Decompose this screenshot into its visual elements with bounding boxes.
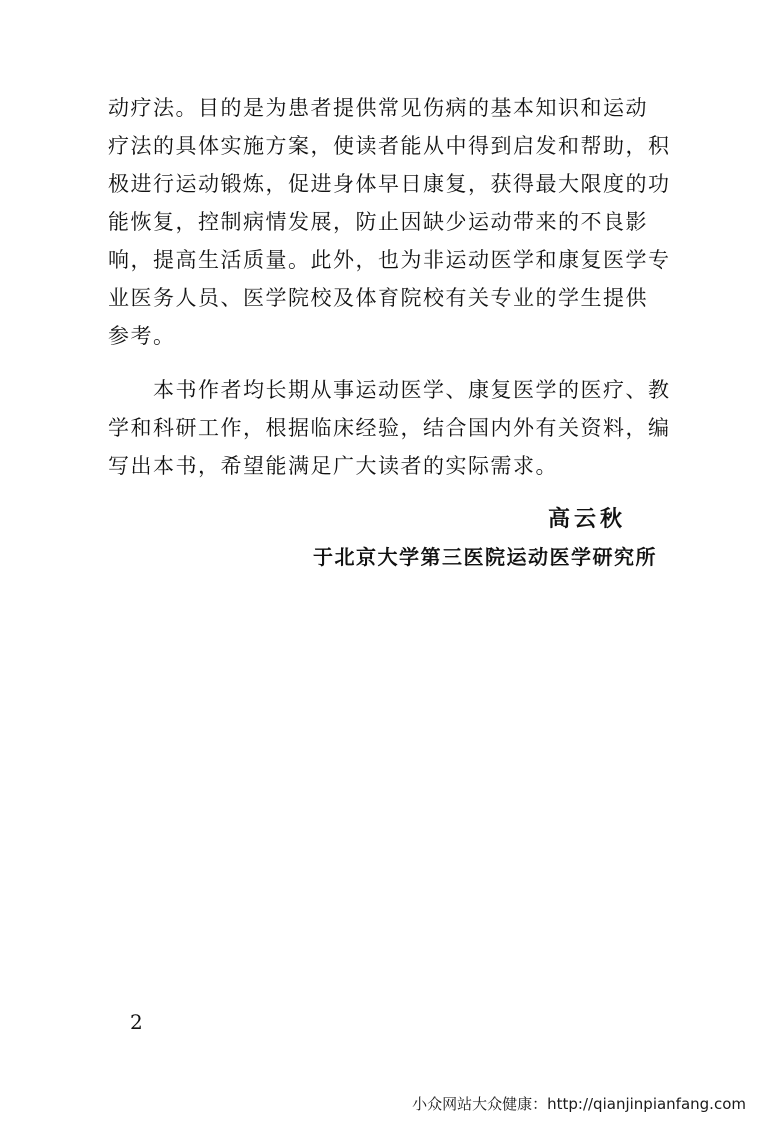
text-line: 业医务人员、医学院校及体育院校有关专业的学生提供: [108, 286, 648, 310]
author-name: 高云秋: [548, 506, 627, 532]
page-number: 2: [130, 1010, 143, 1034]
paragraph-2: [108, 371, 684, 485]
text-line: 响，提高生活质量。此外，也为非运动医学和康复医学专: [108, 248, 671, 272]
text-line: 参考。: [108, 324, 176, 348]
text-line: 能恢复，控制病情发展，防止因缺少运动带来的不良影: [108, 210, 648, 234]
text-line: 动疗法。目的是为患者提供常见伤病的基本知识和运动: [108, 96, 648, 120]
text-line: 学和科研工作，根据临床经验，结合国内外有关资料，编: [108, 416, 671, 440]
text-line: 疗法的具体实施方案，使读者能从中得到启发和帮助，积: [108, 134, 671, 158]
preface-body: [108, 89, 684, 485]
paragraph-1: [108, 89, 684, 355]
website-watermark: 小众网站大众健康：http://qianjinpianfang.com: [412, 1095, 746, 1113]
author-affiliation: 于北京大学第三医院运动医学研究所: [313, 545, 657, 569]
text-line: 本书作者均长期从事运动医学、康复医学的医疗、教: [153, 378, 671, 402]
text-line: 极进行运动锻炼，促进身体早日康复，获得最大限度的功: [108, 172, 671, 196]
text-line: 写出本书，希望能满足广大读者的实际需求。: [108, 454, 558, 478]
paragraph-spacer: [108, 355, 684, 371]
